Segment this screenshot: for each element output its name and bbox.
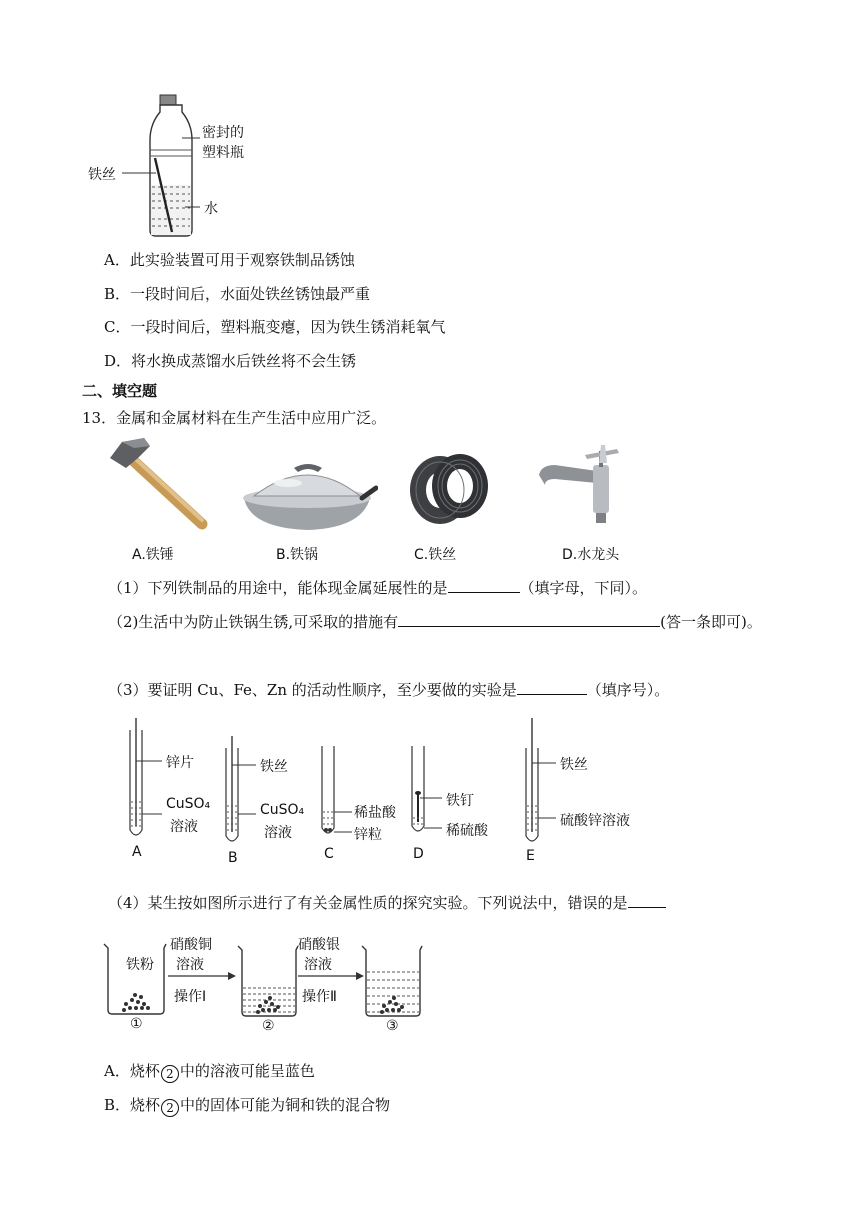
answer-blank-3[interactable] (517, 679, 587, 695)
test-tubes-drawing (120, 718, 660, 868)
wire-coil-image (404, 448, 492, 528)
q12-option-d: D．将水换成蒸馏水后铁丝将不会生锈 (104, 352, 357, 370)
tube-a-top-label: 锌片 (166, 755, 194, 771)
arrow1-top-label-2: 溶液 (176, 957, 204, 973)
answer-blank-1[interactable] (448, 577, 520, 593)
q13-option-b: B．烧杯 2 中的固体可能为铜和铁的混合物 (104, 1096, 391, 1115)
image-label-b: B.铁锅 (276, 547, 319, 563)
q13-stem: 13．金属和金属材料在生产生活中应用广泛。 (82, 409, 387, 427)
arrow1-bottom-label: 操作Ⅰ (174, 989, 207, 1005)
sealed-bottle-figure (88, 90, 260, 240)
tube-e-letter: E (526, 848, 535, 864)
tube-d-letter: D (413, 846, 424, 862)
tube-a (130, 718, 162, 835)
beaker3-number: ③ (386, 1018, 399, 1034)
q13-sub2: （2)生活中为防止铁锅生锈,可采取的措施有 (答一条即可)。 (108, 613, 762, 631)
bottle-label-2: 塑料瓶 (202, 145, 244, 161)
bottle-label: 密封的 (202, 125, 244, 141)
image-label-a: A.铁锤 (132, 547, 174, 563)
answer-blank-4[interactable] (628, 892, 666, 908)
tube-c-top-label: 稀盐酸 (354, 805, 396, 821)
q13-sub4: （4）某生按如图所示进行了有关金属性质的探究实验。下列说法中，错误的是 (108, 892, 666, 913)
beaker2-number: ② (262, 1018, 275, 1034)
q13-sub3: （3）要证明 Cu、Fe、Zn 的活动性顺序，至少要做的实验是 （填序号）。 (108, 681, 670, 699)
tube-b-letter: B (228, 850, 238, 866)
tube-b-bottom-label-2: 溶液 (264, 825, 292, 841)
tube-a-bottom-label-2: 溶液 (170, 819, 198, 835)
tube-b (226, 736, 256, 841)
tube-a-bottom-label: CuSO₄ (166, 796, 211, 812)
tube-e-bottom-label: 硫酸锌溶液 (560, 813, 630, 829)
sealed-bottle-drawing (100, 90, 260, 240)
circled-number: 2 (161, 1065, 179, 1083)
hammer-image (104, 436, 214, 536)
tube-e-top-label: 铁丝 (560, 757, 588, 773)
tube-c (322, 746, 352, 833)
faucet-image (535, 445, 635, 525)
wok-image (238, 458, 378, 538)
arrow2-top-label: 硝酸银 (298, 937, 340, 953)
beaker1-label: 铁粉 (126, 957, 154, 973)
circled-number: 2 (161, 1099, 179, 1117)
water-label: 水 (204, 201, 218, 217)
tube-c-bottom-label: 锌粒 (354, 827, 382, 843)
wok-icon (238, 458, 378, 538)
faucet-icon (535, 445, 635, 525)
answer-blank-2[interactable] (398, 611, 660, 627)
tube-d (412, 746, 442, 831)
test-tubes-figure (120, 718, 660, 868)
beakers-figure (100, 932, 430, 1042)
tube-b-top-label: 铁丝 (260, 759, 288, 775)
hammer-icon (104, 436, 214, 536)
arrow2-top-label-2: 溶液 (304, 957, 332, 973)
tube-b-bottom-label: CuSO₄ (260, 802, 305, 818)
q12-option-c: C．一段时间后，塑料瓶变瘪，因为铁生锈消耗氧气 (104, 318, 446, 336)
image-label-d: D.水龙头 (562, 547, 620, 563)
wire-label: 铁丝 (88, 167, 116, 183)
arrow2-bottom-label: 操作Ⅱ (302, 989, 337, 1005)
q12-option-b: B．一段时间后，水面处铁丝锈蚀最严重 (104, 285, 371, 303)
q13-option-a: A．烧杯 2 中的溶液可能呈蓝色 (104, 1062, 315, 1081)
section-title: 二、填空题 (82, 382, 158, 400)
tube-d-top-label: 铁钉 (446, 793, 474, 809)
wire-coil-icon (404, 448, 492, 528)
tube-d-bottom-label: 稀硫酸 (446, 823, 488, 839)
q13-sub1: （1）下列铁制品的用途中，能体现金属延展性的是 （填字母，下同）。 (108, 579, 648, 597)
tube-a-letter: A (132, 844, 142, 860)
image-label-c: C.铁丝 (414, 547, 457, 563)
tube-e (526, 718, 556, 841)
arrow1-top-label: 硝酸铜 (170, 937, 212, 953)
q12-option-a: A．此实验装置可用于观察铁制品锈蚀 (104, 251, 355, 269)
beaker1-number: ① (130, 1016, 143, 1032)
tube-c-letter: C (324, 846, 334, 862)
